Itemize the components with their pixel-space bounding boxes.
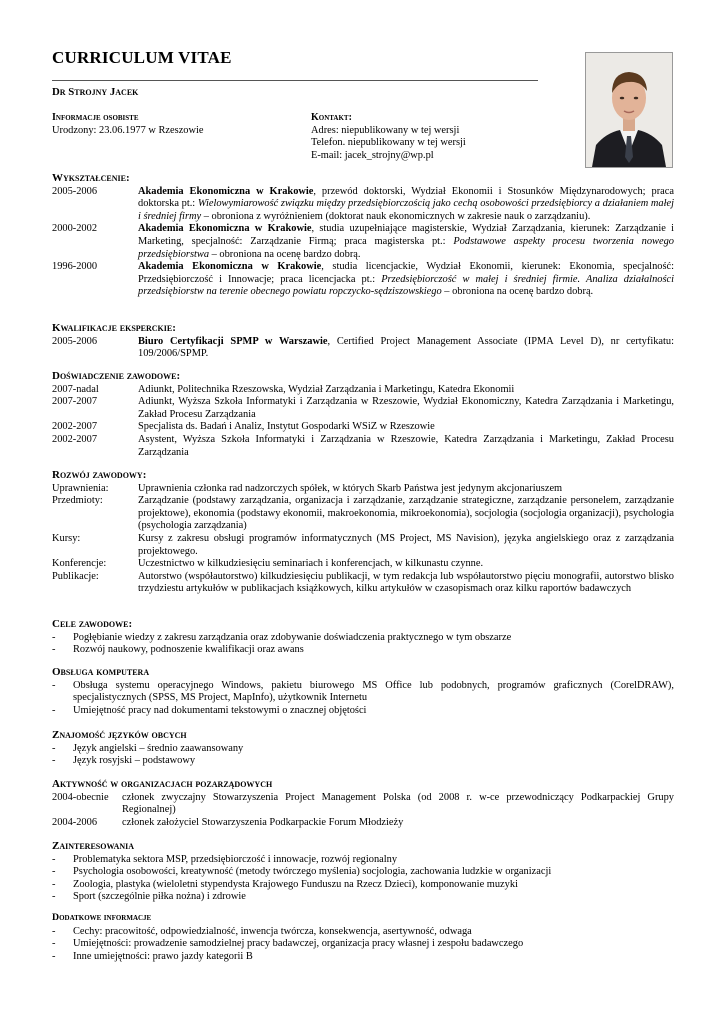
experience-section <box>52 370 674 459</box>
experience-heading: Doświadczenie zawodowe: <box>52 370 181 382</box>
education-section <box>52 172 674 299</box>
contact-address: Adres: niepublikowany w tej wersji <box>311 124 460 136</box>
personal-heading: Informacje osobiste <box>52 112 139 123</box>
qualification-item <box>52 336 674 361</box>
bullet: - <box>52 755 56 767</box>
list-item <box>52 743 674 756</box>
ngo-period: 2004-obecnie <box>52 791 109 803</box>
school-name: Akademia Ekonomiczna w Krakowie <box>138 185 314 197</box>
experience-item <box>52 396 674 421</box>
thesis-title: Przedsiębiorczość w małej i średniej firmie. Analiza działalności przedsiębiorstw na terenie obecnego powiatu ropczycko-sędziszowskiego <box>138 273 674 298</box>
experience-period: 2002-2007 <box>52 421 98 433</box>
additional-text: Cechy: pracowitość, odpowiedzialność, inwencja twórcza, konsekwencja, asertywność, odwaga <box>73 925 472 937</box>
bullet: - <box>52 866 56 878</box>
bullet: - <box>52 679 56 691</box>
bullet: - <box>52 631 56 643</box>
interests-heading: Zainteresowania <box>52 840 135 852</box>
page-title: CURRICULUM VITAE <box>52 48 232 67</box>
development-desc: Uprawnienia członka rad nadzorczych spółek, w których Skarb Państwa jest jedynym akcjonariuszem <box>138 482 563 494</box>
development-key: Przedmioty: <box>52 495 103 507</box>
list-item <box>52 854 674 867</box>
list-item <box>52 938 674 951</box>
contact-info <box>311 112 466 162</box>
development-section <box>52 469 674 596</box>
education-heading: Wykształcenie: <box>52 172 130 184</box>
qualifications-section <box>52 322 674 361</box>
additional-heading: Dodatkowe informacje <box>52 912 152 923</box>
list-item <box>52 926 674 939</box>
goal-text: Rozwój naukowy, podnoszenie kwalifikacji oraz awans <box>73 644 304 656</box>
bullet: - <box>52 891 56 903</box>
additional-text: Umiejętności: prowadzenie samodzielnej pracy badawczej, organizacja pracy własnej i zespołu badawczego <box>73 938 524 950</box>
qualifications-heading: Kwalifikacje eksperckie: <box>52 322 176 334</box>
list-item <box>52 866 674 879</box>
contact-email: E-mail: jacek_strojny@wp.pl <box>311 149 434 161</box>
ngo-period: 2004-2006 <box>52 816 98 828</box>
personal-info <box>52 112 204 137</box>
list-item <box>52 755 674 768</box>
development-key: Publikacje: <box>52 570 99 582</box>
bullet: - <box>52 938 56 950</box>
ngo-section <box>52 778 674 829</box>
development-desc: Autorstwo (współautorstwo) kilkudziesięciu publikacji, w tym redakcja lub współautorstwo pięciu monografii, autorstwo blisko trzydziestu artykułów w publikacjach książkowych, kilku artykułów w czasopismach oraz kilku raportów badawczych <box>138 570 674 595</box>
experience-period: 2007-nadal <box>52 383 99 395</box>
experience-item <box>52 384 674 397</box>
bullet: - <box>52 742 56 754</box>
development-key: Uprawnienia: <box>52 482 109 494</box>
school-name: Akademia Ekonomiczna w Krakowie <box>138 261 322 273</box>
language-level: Język angielski – średnio zaawansowany <box>73 742 244 754</box>
development-heading: Rozwój zawodowy: <box>52 469 147 481</box>
language-level: Język rosyjski – podstawowy <box>73 755 196 767</box>
education-period: 1996-2000 <box>52 261 98 273</box>
bullet: - <box>52 950 56 962</box>
list-item <box>52 951 674 964</box>
experience-desc: Adiunkt, Wyższa Szkoła Informatyki i Zarządzania w Rzeszowie, Wydział Ekonomiczny, Katedra Zarządzania i Marketingu, Zakład Procesu Zarządzania <box>138 396 674 420</box>
person-name: Dr Strojny Jacek <box>52 86 139 98</box>
education-item <box>52 261 674 299</box>
additional-section <box>52 912 674 963</box>
bullet: - <box>52 704 56 716</box>
certifying-body: Biuro Certyfikacji SPMP w Warszawie <box>138 335 328 347</box>
experience-period: 2007-2007 <box>52 396 98 408</box>
education-item <box>52 186 674 224</box>
development-item <box>52 495 674 533</box>
development-desc: Kursy z zakresu obsługi programów informatycznych (MS Project, MS Navision), języka angielskiego oraz z zarządzania projektowego. <box>138 532 674 557</box>
contact-heading: Kontakt: <box>311 112 352 123</box>
experience-desc: Specjalista ds. Badań i Analiz, Instytut Gospodarki WSiZ w Rzeszowie <box>138 421 435 433</box>
list-item <box>52 705 674 718</box>
interest-text: Sport (szczególnie piłka nożna) i zdrowie <box>73 891 246 903</box>
computer-skill: Obsługa systemu operacyjnego Windows, pakietu biurowego MS Office lub podobnych, programów graficznych (CorelDRAW), specjalistycznych (SPSS, MS Project, MapInfo), użytkownik Internetu <box>73 679 674 704</box>
development-key: Kursy: <box>52 532 81 544</box>
list-item <box>52 680 674 705</box>
development-key: Konferencje: <box>52 558 107 570</box>
ngo-desc: członek założyciel Stowarzyszenia Podkarpackie Forum Młodzieży <box>122 816 404 828</box>
ngo-item <box>52 792 674 817</box>
birth-info: Urodzony: 23.06.1977 w Rzeszowie <box>52 124 204 136</box>
languages-heading: Znajomość języków obcych <box>52 729 187 741</box>
list-item <box>52 891 674 904</box>
experience-item <box>52 421 674 434</box>
education-result: – obroniona na ocenę bardzo dobrą. <box>441 286 594 298</box>
languages-section <box>52 729 674 768</box>
computer-skill: Umiejętność pracy nad dokumentami tekstowymi o znacznej objętości <box>73 704 367 716</box>
development-desc: Uczestnictwo w kilkudziesięciu seminariach i konferencjach, w kilkunastu czynne. <box>138 558 484 570</box>
qualification-period: 2005-2006 <box>52 335 98 347</box>
goals-heading: Cele zawodowe: <box>52 618 133 630</box>
computer-heading: Obsługa komputera <box>52 666 150 678</box>
bullet: - <box>52 878 56 890</box>
ngo-heading: Aktywność w organizacjach pozarządowych <box>52 778 273 790</box>
portrait-image <box>586 53 672 167</box>
experience-desc: Adiunkt, Politechnika Rzeszowska, Wydział Zarządzania i Marketingu, Katedra Ekonomii <box>138 383 515 395</box>
development-desc: Zarządzanie (podstawy zarządzania, organizacja i zarządzanie, zarządzanie strategiczne, zarządzanie personelem, zarządzanie projektowe), ekonomia (podstawy ekonomii, makroekonomia, mikroekonomia), socjologia (socjologia organizacji), psychologia (psychologia zarządzania) <box>138 495 674 532</box>
profile-photo <box>585 52 673 168</box>
goals-section <box>52 618 674 657</box>
experience-item <box>52 434 674 459</box>
development-item <box>52 483 674 496</box>
education-result: – obroniona z wyróżnieniem (doktorat nauk ekonomicznych w zakresie nauk o zarządzaniu). <box>201 210 591 222</box>
ngo-desc: członek zwyczajny Stowarzyszenia Project Management Polska (od 2008 r. w-ce przewodniczący Podkarpackiej Grupy Regionalnej) <box>122 791 674 816</box>
list-item <box>52 879 674 892</box>
school-name: Akademia Ekonomiczna w Krakowie <box>138 223 312 235</box>
list-item <box>52 644 674 657</box>
additional-text: Inne umiejętności: prawo jazdy kategorii B <box>73 950 253 962</box>
interests-section <box>52 840 674 904</box>
education-result: – obroniona na ocenę bardzo dobrą. <box>209 248 361 260</box>
interest-text: Psychologia osobowości, kreatywność (metody twórczego myślenia) socjologia, zachowania ludzkie w organizacji <box>73 866 552 878</box>
list-item <box>52 632 674 645</box>
ngo-item <box>52 817 674 830</box>
thesis-title: Podstawowe aspekty procesu tworzenia nowego przedsiębiorstwa <box>138 235 674 260</box>
education-item <box>52 223 674 261</box>
goal-text: Pogłębianie wiedzy z zakresu zarządzania oraz zdobywanie doświadczenia praktycznego w tym obszarze <box>73 631 512 643</box>
education-period: 2000-2002 <box>52 223 98 235</box>
interest-text: Problematyka sektora MSP, przedsiębiorczość i innowacje, rozwój regionalny <box>73 853 398 865</box>
interest-text: Zoologia, plastyka (wieloletni stypendysta Krajowego Funduszu na Rzecz Dzieci), komponowanie muzyki <box>73 878 518 890</box>
bullet: - <box>52 925 56 937</box>
development-item <box>52 571 674 596</box>
thesis-title: Wielowymiarowość związku między przedsiębiorczością jako cechą osobowości przedsiębiorcy a działaniem małej i średniej firmy <box>138 198 674 222</box>
bullet: - <box>52 853 56 865</box>
education-period: 2005-2006 <box>52 185 98 197</box>
certificate-desc: , Certified Project Management Associate (IPMA Level D), nr certyfikatu: 109/2006/SPMP. <box>138 335 674 360</box>
education-desc: , przewód doktorski, Wydział Ekonomii i Stosunków Międzynarodowych; praca doktorska pt.: <box>138 185 674 210</box>
development-item <box>52 558 674 571</box>
education-desc: , studia licencjackie, Wydział Ekonomii, kierunek: Ekonomia, specjalność: Przedsiębiorczość i Innowacje; praca licencjacka pt.: <box>138 261 674 285</box>
bullet: - <box>52 644 56 656</box>
title-divider <box>52 80 538 81</box>
computer-section <box>52 666 674 717</box>
education-desc: , studia uzupełniające magisterskie, Wydział Zarządzania, kierunek: Zarządzanie i Marketing, specjalność: Zarządzanie Firmą; praca magisterska pt.: <box>138 223 674 247</box>
development-item <box>52 533 674 558</box>
experience-period: 2002-2007 <box>52 433 98 445</box>
experience-desc: Asystent, Wyższa Szkoła Informatyki i Zarządzania w Rzeszowie, Katedra Zarządzania i Marketingu, Zakład Procesu Zarządzania <box>138 433 674 458</box>
contact-phone: Telefon. niepublikowany w tej wersji <box>311 137 466 149</box>
